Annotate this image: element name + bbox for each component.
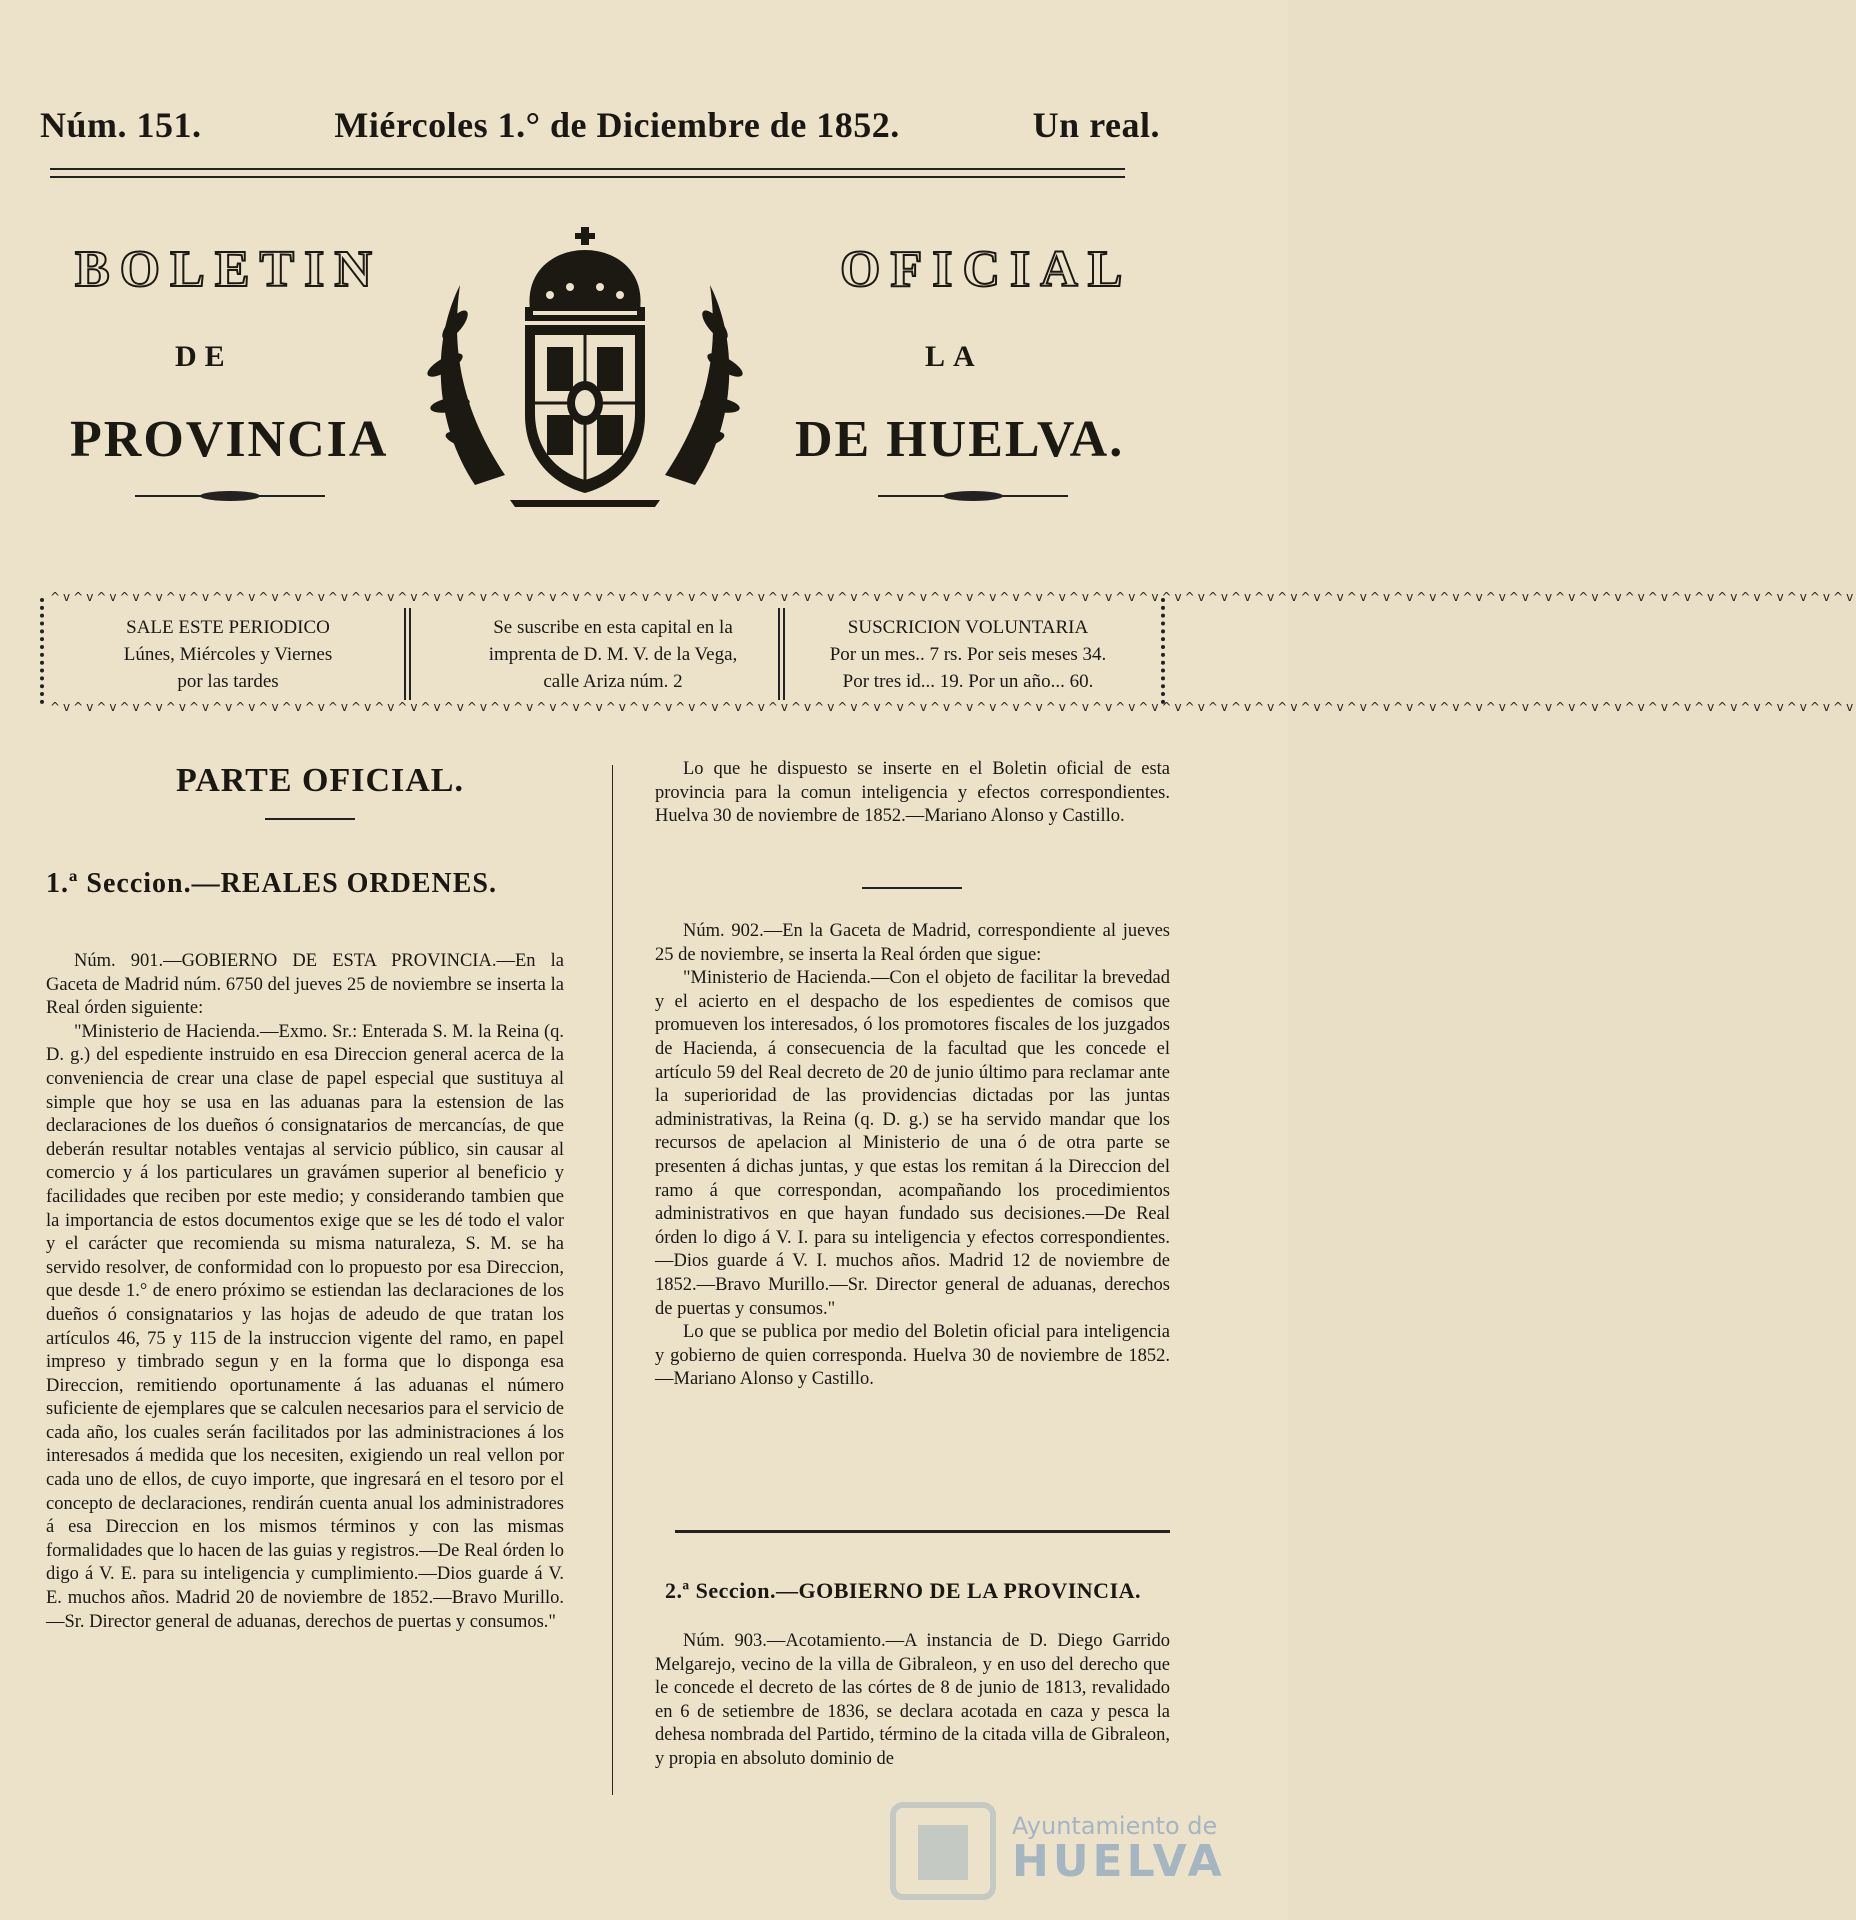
order-901-intro: Núm. 901.—GOBIERNO DE ESTA PROVINCIA.—En la Gaceta de Madrid núm. 6750 del jueves 25 de noviembre se inserta la Real órden siguiente: — [46, 951, 564, 1019]
order-902-closing: Lo que se publica por medio del Boletin oficial para inteligencia y gobierno de quien corresponda. Huelva 30 de noviembre de 1852.—Mariano Alonso y Castillo. — [655, 1322, 1170, 1390]
masthead-provincia: PROVINCIA — [70, 411, 389, 468]
watermark-text — [1012, 1812, 1226, 1887]
watermark-line-2: HUELVA — [1012, 1836, 1226, 1887]
info-col-prices — [792, 614, 1144, 695]
order-902-body: "Ministerio de Hacienda.—Con el objeto de facilitar la brevedad y el acierto en el despacho de los espedientes de comisos que promueven los interesados, ó los promotores fiscales de los juzgados de Hacienda, á consecuencia de la facultad que les concede el artículo 59 del Real decreto de 20 de junio último para reclamar ante la superioridad de las providencias dictadas por las juntas administrativas, la Reina (q. D. g.) se ha servido mandar que los recursos de apelacion al Ministerio de una ó de otra parte se presenten á dichas juntas, y que estas los remitan á la Direccion del ramo á que correspondan, acompañando los procedimientos administrativos en que hayan fundado sus decisiones.—De Real órden lo digo á V. I. para su inteligencia y efectos correspondientes.—Dios guarde á V. I. muchos años. Madrid 12 de noviembre de 1852.—Bravo Murillo.—Sr. Director general de aduanas, derechos de puertas y consumos." — [655, 968, 1170, 1319]
parte-oficial-title: PARTE OFICIAL. — [176, 762, 464, 799]
masthead-de-huelva: DE HUELVA. — [795, 411, 1125, 468]
info-col-subscribe — [418, 614, 808, 695]
subscription-info-box — [40, 590, 1856, 718]
section-1-title: 1.ª Seccion.—REALES ORDENES. — [46, 868, 498, 899]
coat-of-arms-icon — [415, 225, 755, 515]
order-901-closing: Lo que he dispuesto se inserte en el Boletin oficial de esta provincia para la comun inteligencia y efectos correspondientes. Huelva 30 de noviembre de 1852.—Mariano Alonso y Castillo. — [655, 759, 1170, 827]
issue-header — [40, 104, 1250, 146]
right-column-top — [655, 758, 1170, 829]
column-separator — [612, 765, 613, 1795]
masthead-de: DE — [175, 340, 233, 373]
issue-number: Núm. 151. — [40, 105, 202, 145]
subscribe-line-2: imprenta de D. M. V. de la Vega, — [488, 644, 738, 665]
right-column-middle — [655, 920, 1170, 1392]
masthead-boletin: BOLETIN — [75, 241, 382, 298]
section-2-title: 2.ª Seccion.—GOBIERNO DE LA PROVINCIA. — [665, 1578, 1142, 1603]
header-rule-1 — [50, 168, 1125, 170]
info-border-left — [40, 598, 54, 704]
info-border-right — [1151, 598, 1165, 704]
info-border-bottom: ^v^v^v^v^v^v^v^v^v^v^v^v^v^v^v^v^v^v^v^v^v^v^v^v^v^v^v^v^v^v^v^v^v^v^v^v^v^v^v^v^v^v^v^v^v^v^v^v^v^v^v^v^v^v^v^v^v^v^v^v^v^v^v^v^v^v^v^v^v^v^v^v^v^v^v^v^v^v — [50, 700, 1856, 714]
order-903-body: Núm. 903.—Acotamiento.—A instancia de D. Diego Garrido Melgarejo, vecino de la villa de Gibraleon, y en uso del derecho que le concede el decreto de las córtes de 8 de junio de 1813, revalidado en 6 de setiembre de 1836, se declara acotada en caza y pesca la dehesa nombrada del Partido, término de la citada villa de Gibraleon, y propia en absoluto dominio de — [655, 1631, 1170, 1769]
prices-line-2: Por tres id... 19. Por un año... 60. — [842, 671, 1094, 692]
issue-price: Un real. — [1032, 105, 1160, 145]
subscribe-line-1: Se suscribe en esta capital en la — [493, 617, 733, 638]
schedule-title: SALE ESTE PERIODICO — [126, 617, 330, 638]
subscribe-line-3: calle Ariza núm. 2 — [543, 671, 683, 692]
flourish-left — [135, 489, 325, 503]
schedule-days: Lúnes, Miércoles y Viernes — [123, 644, 333, 665]
info-col-schedule — [58, 614, 398, 695]
right-column-bottom — [655, 1630, 1170, 1772]
header-rule-2 — [50, 176, 1125, 178]
order-902-intro: Núm. 902.—En la Gaceta de Madrid, correspondiente al jueves 25 de noviembre, se inserta la Real órden que sigue: — [655, 921, 1170, 965]
issue-date: Miércoles 1.° de Diciembre de 1852. — [334, 105, 900, 145]
masthead-la: LA — [925, 340, 983, 373]
info-divider-1 — [404, 608, 411, 700]
masthead-oficial: OFICIAL — [840, 241, 1133, 298]
left-column-text — [46, 950, 564, 1634]
order-901-body: "Ministerio de Hacienda.—Exmo. Sr.: Enterada S. M. la Reina (q. D. g.) del espediente instruido en esa Direccion general acerca de la conveniencia de crear una clase de papel especial que sustituya al simple que hoy se usa en las aduanas para la estension de las declaraciones de los dueños ó consignatarios de mercancías, de que deberán resultar notables ventajas al servicio público, sin causar al comercio y á los particulares un gravámen superior al beneficio y facilidades que reciben por este medio; y considerando tambien que la importancia de estos documentos exige que se les dé todo el valor y el carácter que recomienda su misma naturaleza, S. M. se ha servido resolver, de conformidad con lo propuesto por esa Direccion, que desde 1.° de enero próximo se estiendan las declaraciones de los dueños ó consignatarios y las hojas de adeudo de que tratan los artículos 46, 75 y 115 de la instruccion vigente del ramo, en papel impreso y timbrado segun y en la forma que lo disponga esa Direccion, remitiendo oportunamente á las aduanas el número suficiente de ejemplares que se calculen necesarios para el servicio de cada año, los cuales serán facilitados por las administraciones á los interesados á medida que los necesiten, exigiendo un real vellon por cada uno de ellos, de cuyo importe, que ingresará en el tesoro por el concepto de declaraciones, rendirán cuenta anual los administradores á esa Direccion en los mismos términos y con las mismas formalidades que lo hacen de las guias y registros.—De Real órden lo digo á V. E. para su inteligencia y cumplimiento.—Dios guarde á V. E. muchos años. Madrid 20 de noviembre de 1852.—Bravo Murillo.—Sr. Director general de aduanas, derechos de puertas y consumos." — [46, 1021, 564, 1632]
flourish-right — [878, 489, 1068, 503]
prices-line-1: Por un mes.. 7 rs. Por seis meses 34. — [829, 644, 1107, 665]
schedule-time: por las tardes — [177, 671, 279, 692]
parte-oficial-rule — [265, 818, 355, 820]
divider-rule-1 — [862, 887, 962, 889]
info-divider-2 — [778, 608, 785, 700]
info-border-top: ^v^v^v^v^v^v^v^v^v^v^v^v^v^v^v^v^v^v^v^v^v^v^v^v^v^v^v^v^v^v^v^v^v^v^v^v^v^v^v^v^v^v^v^v^v^v^v^v^v^v^v^v^v^v^v^v^v^v^v^v^v^v^v^v^v^v^v^v^v^v^v^v^v^v^v^v^v^v — [50, 590, 1856, 604]
watermark-line-1: Ayuntamiento de — [1012, 1812, 1218, 1840]
divider-rule-2 — [675, 1530, 1170, 1533]
prices-title: SUSCRICION VOLUNTARIA — [847, 617, 1089, 638]
